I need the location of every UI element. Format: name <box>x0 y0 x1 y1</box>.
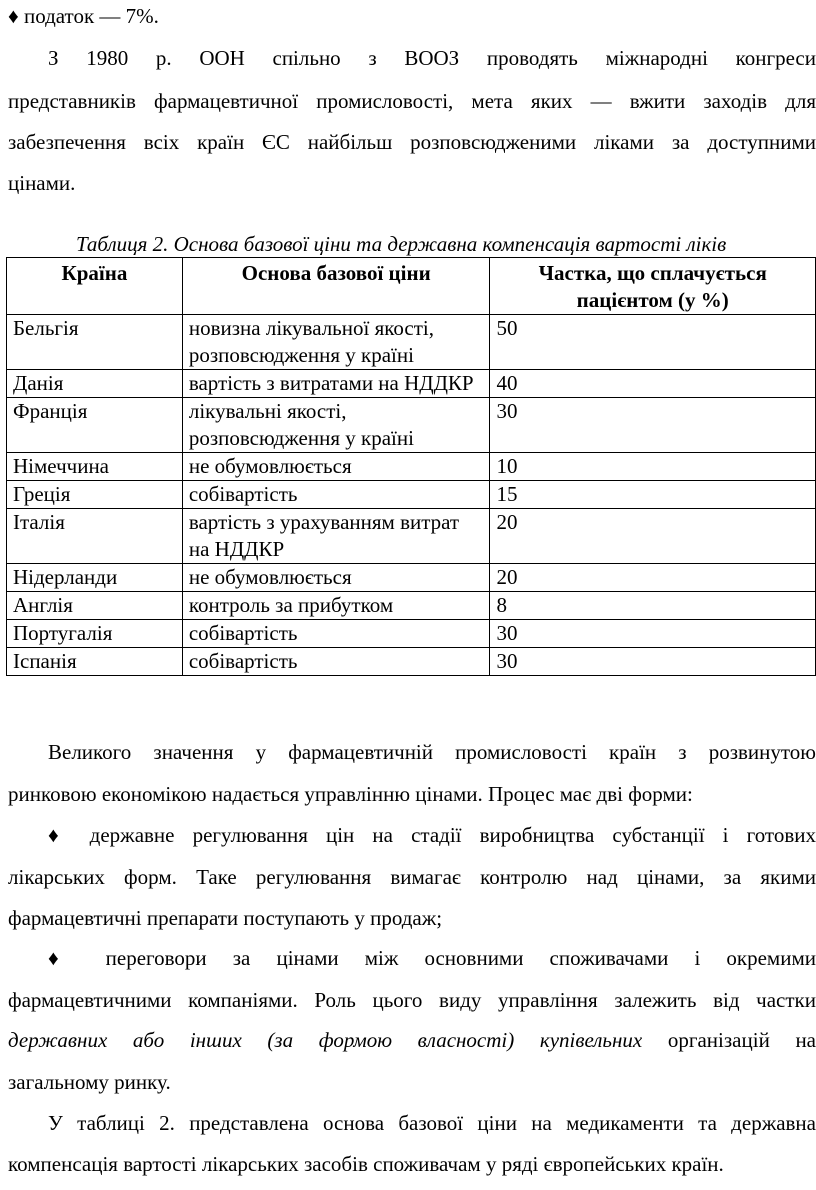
country-cell: Англія <box>7 592 183 620</box>
country-cell: Греція <box>7 481 183 509</box>
table-row <box>7 592 816 620</box>
table-row <box>7 370 816 398</box>
table-row <box>7 648 816 676</box>
patient-share-cell: 30 <box>490 620 816 648</box>
bullet-2-line-3-tail: організацій на <box>667 1028 816 1052</box>
paragraph-1-line-4: цінами. <box>8 171 76 195</box>
price-basis-cell: лікувальні якості, розповсюдження у країні <box>182 398 490 453</box>
patient-share-cell: 30 <box>490 398 816 453</box>
country-cell: Португалія <box>7 620 183 648</box>
patient-share-cell: 30 <box>490 648 816 676</box>
paragraph-3-line-2: компенсація вартості лікарських засобів споживачам у ряді європейських країн. <box>8 1152 724 1176</box>
bullet-2-line-4: загальному ринку. <box>8 1070 171 1094</box>
table-caption: Таблиця 2. Основа базової ціни та державна компенсація вартості ліків <box>76 232 727 256</box>
table-row <box>7 481 816 509</box>
paragraph-1-line-3: забезпечення всіх країн ЄС найбільш розповсюдженими ліками за доступними <box>8 130 816 154</box>
header-patient-share: Частка, що сплачується пацієнтом (у %) <box>490 258 816 315</box>
country-cell: Італія <box>7 509 183 564</box>
bullet-1-line-2: лікарських форм. Таке регулювання вимагає контролю над цінами, за якими <box>8 865 816 889</box>
patient-share-cell: 20 <box>490 564 816 592</box>
price-basis-cell: собівартість <box>182 481 490 509</box>
italic-phrase: державних або інших (за формою власності) купівельних <box>8 1028 643 1052</box>
country-cell: Бельгія <box>7 315 183 370</box>
price-compensation-table <box>6 257 816 676</box>
patient-share-cell: 20 <box>490 509 816 564</box>
price-basis-cell: новизна лікувальної якості, розповсюдження у країні <box>182 315 490 370</box>
table-row <box>7 453 816 481</box>
country-cell: Данія <box>7 370 183 398</box>
patient-share-cell: 40 <box>490 370 816 398</box>
header-price-basis: Основа базової ціни <box>182 258 490 315</box>
paragraph-3-line-1: У таблиці 2. представлена основа базової ціни на медикаменти та державна <box>48 1111 816 1135</box>
country-cell: Франція <box>7 398 183 453</box>
country-cell: Іспанія <box>7 648 183 676</box>
table-row <box>7 315 816 370</box>
paragraph-1-line-1: З 1980 р. ООН спільно з ВООЗ проводять міжнародні конгреси <box>48 46 816 70</box>
patient-share-cell: 15 <box>490 481 816 509</box>
bullet-2-line-2: фармацевтичними компаніями. Роль цього виду управління залежить від частки <box>8 988 816 1012</box>
paragraph-1-line-2: представників фармацевтичної промисловості, мета яких — вжити заходів для <box>8 89 816 113</box>
price-basis-cell: собівартість <box>182 620 490 648</box>
bullet-1-line-3: фармацевтичні препарати поступають у продаж; <box>8 906 443 930</box>
table-row <box>7 620 816 648</box>
price-basis-cell: контроль за прибутком <box>182 592 490 620</box>
table-row <box>7 564 816 592</box>
bullet-1-line-1: ♦ державне регулювання цін на стадії виробництва субстанції і готових <box>48 823 816 847</box>
bullet-2-line-3 <box>8 1028 816 1052</box>
country-cell: Нідерланди <box>7 564 183 592</box>
paragraph-2-line-1: Великого значення у фармацевтичній промисловості країн з розвинутою <box>48 740 816 764</box>
patient-share-cell: 50 <box>490 315 816 370</box>
paragraph-2-line-2: ринковою економікою надається управлінню цінами. Процес має дві форми: <box>8 782 693 806</box>
table-row <box>7 509 816 564</box>
price-basis-cell: не обумовлюється <box>182 453 490 481</box>
price-basis-cell: вартість з витратами на НДДКР <box>182 370 490 398</box>
patient-share-cell: 8 <box>490 592 816 620</box>
patient-share-cell: 10 <box>490 453 816 481</box>
header-country: Країна <box>7 258 183 315</box>
price-basis-cell: собівартість <box>182 648 490 676</box>
country-cell: Німеччина <box>7 453 183 481</box>
bullet-tax-line: ♦ податок — 7%. <box>8 4 159 28</box>
price-basis-cell: не обумовлюється <box>182 564 490 592</box>
table-header-row <box>7 258 816 315</box>
table-row <box>7 398 816 453</box>
price-basis-cell: вартість з урахуванням витрат на НДДКР <box>182 509 490 564</box>
bullet-2-line-1: ♦ переговори за цінами між основними споживачами і окремими <box>48 946 816 970</box>
